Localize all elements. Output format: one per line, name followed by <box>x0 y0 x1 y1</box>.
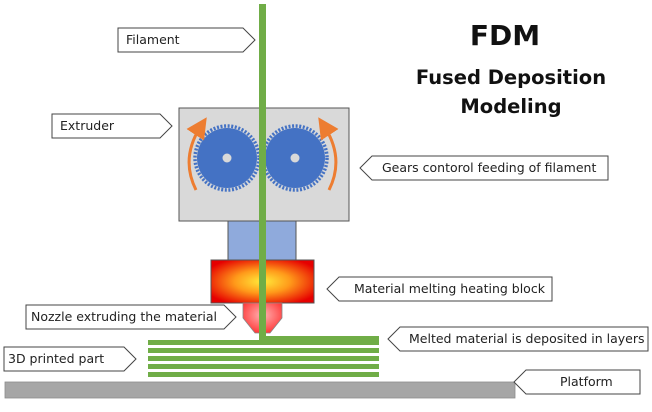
callout-filament <box>118 28 255 52</box>
callout-extruder <box>52 114 172 138</box>
layer-4 <box>148 348 379 353</box>
callout-layers <box>388 327 648 351</box>
callout-gears <box>360 156 608 180</box>
callout-platform-label: Platform <box>560 374 613 389</box>
callout-gears-label: Gears contorol feeding of filament <box>382 160 597 175</box>
callout-nozzle <box>26 305 236 329</box>
gear-right-hub <box>291 154 300 163</box>
printed-layers <box>148 340 379 377</box>
layer-1 <box>148 372 379 377</box>
callout-platform <box>514 370 640 394</box>
layer-3 <box>148 356 379 361</box>
title-line-1: Fused Deposition <box>415 66 607 89</box>
callout-extruder-label: Extruder <box>60 118 115 133</box>
platform <box>5 382 515 398</box>
callout-heating-block <box>327 277 552 301</box>
callout-part-label: 3D printed part <box>8 351 105 366</box>
title-abbreviation: FDM <box>469 19 541 52</box>
gear-left-hub <box>223 154 232 163</box>
layer-2 <box>148 364 379 369</box>
callout-nozzle-label: Nozzle extruding the material <box>31 309 217 324</box>
callout-heating-block-label: Material melting heating block <box>354 281 545 296</box>
filament-strand <box>259 4 266 340</box>
callout-filament-label: Filament <box>126 32 180 47</box>
filament-deposit <box>259 336 379 341</box>
callout-part <box>4 347 136 371</box>
callout-layers-label: Melted material is deposited in layers <box>409 331 645 346</box>
title-line-2: Modeling <box>460 95 562 118</box>
